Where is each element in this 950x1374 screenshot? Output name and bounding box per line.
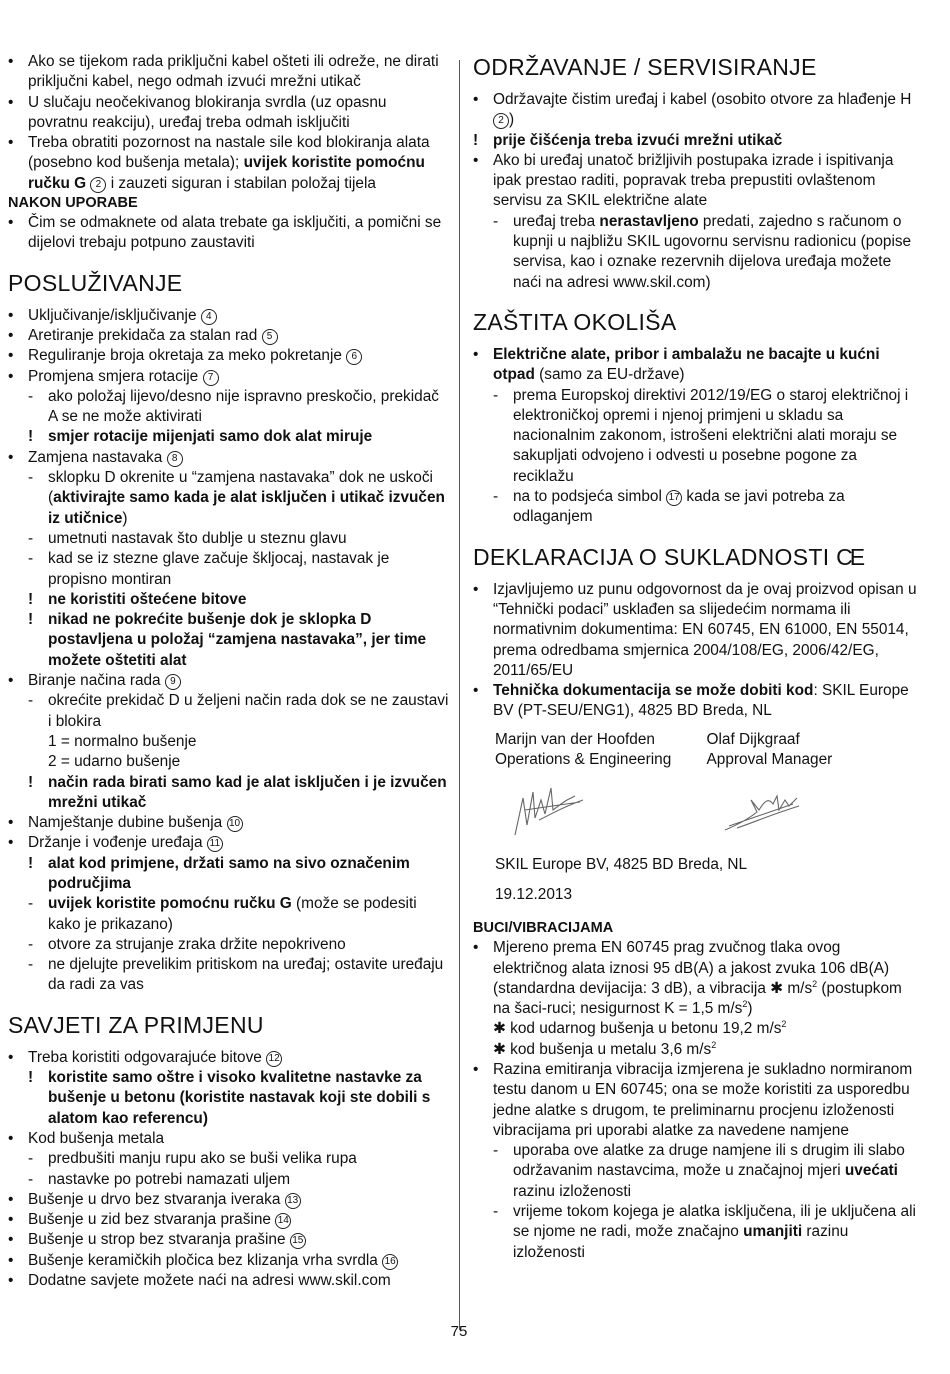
list-item: • Namještanje dubine bušenja 10	[8, 813, 450, 833]
list-item: • Ako bi uređaj unatoč brižljivih postupaka izrade i ispitivanja ipak prestao raditi, popravak treba prepustiti ovlaštenom servisu za SKIL električne alate	[473, 151, 918, 212]
list-subitem: - uvijek koristite pomoćnu ručku G (može se podesiti kako je prikazano)	[28, 895, 417, 933]
warning-item: ! smjer rotacije mijenjati samo dok alat miruje	[28, 428, 373, 446]
company-address: SKIL Europe BV, 4825 BD Breda, NL	[495, 855, 748, 873]
list-item: • U slučaju neočekivanog blokiranja svrdla (uz opasnu povratnu reakciju), uređaj treba odmah isključiti	[8, 93, 450, 134]
warning-item: ! ne koristiti oštećene bitove	[28, 590, 247, 608]
list-subitem: - prema Europskoj direktivi 2012/19/EG o staroj električnoj i elektroničkoj opremi i njenoj primjeni u skladu sa nacionalnim zakonom, istrošeni električni alati moraju se sakupljati odvojeno i odvesti u posebne pogone za reciklažu	[493, 386, 909, 485]
list-subitem: - kad se iz stezne glave začuje škljocaj, nastavak je propisno montiran	[28, 550, 390, 588]
list-item: • Treba koristiti odgovarajuće bitove 12	[8, 1048, 450, 1068]
signature-icon	[495, 770, 615, 848]
section-heading-operation: POSLUŽIVANJE	[8, 269, 183, 296]
list-item: • Električne alate, pribor i ambalažu ne bacajte u kućni otpad (samo za EU-države)	[473, 345, 918, 386]
signatures-block	[495, 730, 918, 855]
list-item: • Održavajte čistim uređaj i kabel (osobito otvore za hlađenje H 2 )	[473, 90, 918, 131]
list-item: • Reguliranje broja okretaja za meko pokretanje 6	[8, 346, 450, 366]
warning-item: ! koristite samo oštre i visoko kvalitetne nastavke za bušenje u betonu (koristite nastavak koji ste dobili s alatom kao referencu)	[28, 1069, 431, 1127]
callout-number: 13	[285, 1193, 301, 1209]
list-item: • Dodatne savjete možete naći na adresi www.skil.com	[8, 1271, 450, 1291]
callout-number: 2	[493, 113, 509, 129]
page-number: 75	[450, 1323, 468, 1340]
section-heading-declaration: DEKLARACIJA O SUKLADNOSTI CE	[473, 543, 863, 570]
warning-item: ! način rada birati samo kad je alat isključen i je izvučen mrežni utikač	[28, 773, 447, 811]
warning-item: ! alat kod primjene, držati samo na sivo označenim područjima	[28, 854, 410, 892]
list-subitem: - sklopku D okrenite u “zamjena nastavaka” dok ne uskoči (aktivirajte samo kada je alat isključen i utikač izvučen iz utičnice)	[28, 469, 445, 527]
section-heading-environment: ZAŠTITA OKOLIŠA	[473, 308, 677, 335]
callout-number: 8	[167, 451, 183, 467]
warning-item: ! nikad ne pokrećite bušenje dok je sklopka D postavljena u položaj “zamjena nastavaka”, jer time možete oštetiti alat	[28, 611, 427, 669]
list-item: • Bušenje u zid bez stvaranja prašine 14	[8, 1210, 450, 1230]
list-item: • Aretiranje prekidača za stalan rad 5	[8, 326, 450, 346]
list-subitem: - uporaba ove alatke za druge namjene ili s drugim ili slabo održavanim nastavcima, može u značajnoj mjeri uvećati razinu izloženosti	[493, 1142, 905, 1200]
list-subitem: - uređaj treba nerastavljeno predati, zajedno s računom o kupnji u najbližu SKIL ugovornu servisnu radionicu (popise servisa, kao i oznake rezervnih dijelova uređaja možete naći na adresi www.skil.com)	[493, 212, 912, 291]
list-item: • Zamjena nastavaka 8	[8, 448, 450, 468]
list-item: • Kod bušenja metala	[8, 1129, 450, 1149]
callout-number: 17	[666, 490, 682, 506]
noise-heading: BUCI/VIBRACIJAMA	[473, 920, 614, 937]
list-subitem: - okrećite prekidač D u željeni način rada dok se ne zaustavi i blokira 1 = normalno bušenje 2 = udarno bušenje	[28, 692, 449, 771]
callout-number: 14	[275, 1213, 291, 1229]
declaration-date: 19.12.2013	[495, 885, 573, 903]
column-divider	[459, 60, 460, 1330]
signer-role: Operations & Engineering	[495, 751, 672, 769]
after-use-heading: NAKON UPORABE	[8, 195, 138, 212]
signer-role: Approval Manager	[706, 751, 833, 769]
signer-name: Olaf Dijkgraaf	[706, 730, 800, 748]
callout-number: 5	[262, 329, 278, 345]
list-item: • Bušenje u strop bez stvaranja prašine 15	[8, 1230, 450, 1250]
list-item: • Izjavljujemo uz punu odgovornost da je ovaj proizvod opisan u “Tehnički podaci” usklađen sa slijedećim normama ili normativnim dokumentima: EN 60745, EN 61000, EN 55014, prema odredbama smjernica 2004/108/EG, 2006/42/EG, 2011/65/EU	[473, 580, 918, 681]
callout-number: 2	[90, 177, 106, 193]
section-heading-maintenance: ODRŽAVANJE / SERVISIRANJE	[473, 54, 817, 80]
list-item: • Bušenje keramičkih pločica bez klizanja vrha svrdla 16	[8, 1251, 450, 1271]
callout-number: 10	[227, 816, 243, 832]
list-item: • Bušenje u drvo bez stvaranja iveraka 13	[8, 1190, 450, 1210]
list-item: • Mjereno prema EN 60745 prag zvučnog tlaka ovog električnog alata iznosi 95 dB(A) a jakost zvuka 106 dB(A) (standardna devijacija: 3 dB), a vibracija ✱ $m/s^2$ (postupkom na šaci-ruci; nesigurnost K = 1,5 $m/s^2$) ✱ kod udarnog bušenja u betonu 19,2 $m/s^2$ ✱ kod bušenja u metalu 3,6 $m/s^2$	[473, 938, 918, 1060]
ce-mark-icon: CE	[836, 543, 863, 570]
callout-number: 11	[207, 836, 223, 852]
signer	[495, 730, 707, 855]
callout-number: 7	[203, 370, 219, 386]
list-subitem: - ne djelujte prevelikim pritiskom na uređaj; ostavite uređaju da radi za vas	[28, 956, 444, 994]
left-column	[8, 52, 450, 1291]
list-subitem: - umetnuti nastavak što dublje u steznu glavu	[28, 529, 347, 547]
callout-number: 9	[165, 674, 181, 690]
callout-number: 6	[346, 349, 362, 365]
signer-name: Marijn van der Hoofden	[495, 730, 655, 748]
list-subitem: - vrijeme tokom kojega je alatka isključena, ili je uključena ali se njome ne radi, može značajno umanjiti razinu izloženosti	[493, 1203, 916, 1261]
signer	[707, 730, 919, 855]
signature-icon	[707, 770, 827, 848]
warning-item: ! prije čišćenja treba izvući mrežni utikač	[473, 131, 783, 149]
callout-number: 16	[382, 1254, 398, 1270]
callout-number: 15	[290, 1233, 306, 1249]
right-column	[473, 52, 918, 1263]
list-item: • Tehnička dokumentacija se može dobiti kod: SKIL Europe BV (PT-SEU/ENG1), 4825 BD Breda, NL	[473, 681, 918, 722]
section-heading-tips: SAVJETI ZA PRIMJENU	[8, 1011, 264, 1038]
list-subitem: - otvore za strujanje zraka držite nepokriveno	[28, 935, 346, 953]
list-item: • Promjena smjera rotacije 7	[8, 367, 450, 387]
list-item: • Biranje načina rada 9	[8, 671, 450, 691]
list-item: • Treba obratiti pozornost na nastale sile kod blokiranja alata (posebno kod bušenja metala); uvijek koristite pomoćnu ručku G 2 i zauzeti siguran i stabilan položaj tijela	[8, 133, 450, 194]
list-item: • Ako se tijekom rada priključni kabel ošteti ili odreže, ne dirati priključni kabel, nego odmah izvući mrežni utikač	[8, 52, 450, 93]
list-item: • Uključivanje/isključivanje 4	[8, 306, 450, 326]
list-item: • Držanje i vođenje uređaja 11	[8, 833, 450, 853]
callout-number: 12	[266, 1051, 282, 1067]
callout-number: 4	[201, 309, 217, 325]
list-subitem: - predbušiti manju rupu ako se buši velika rupa	[28, 1150, 357, 1168]
list-subitem: - na to podsjeća simbol 17 kada se javi potreba za odlaganjem	[493, 488, 845, 526]
list-subitem: - ako položaj lijevo/desno nije ispravno preskočio, prekidač A se ne može aktivirati	[28, 387, 439, 426]
list-item: • Razina emitiranja vibracija izmjerena je sukladno normiranom testu danom u EN 60745; ona se može koristiti za usporedbu jedne alatke s drugom, te preliminarnu procjenu izloženosti vibracijama pri uporabi alatke za navedene namjene	[473, 1060, 918, 1141]
list-item: • Čim se odmaknete od alata trebate ga isključiti, a pomični se dijelovi trebaju potpuno zaustaviti	[8, 213, 450, 254]
list-subitem: - nastavke po potrebi namazati uljem	[28, 1170, 291, 1188]
